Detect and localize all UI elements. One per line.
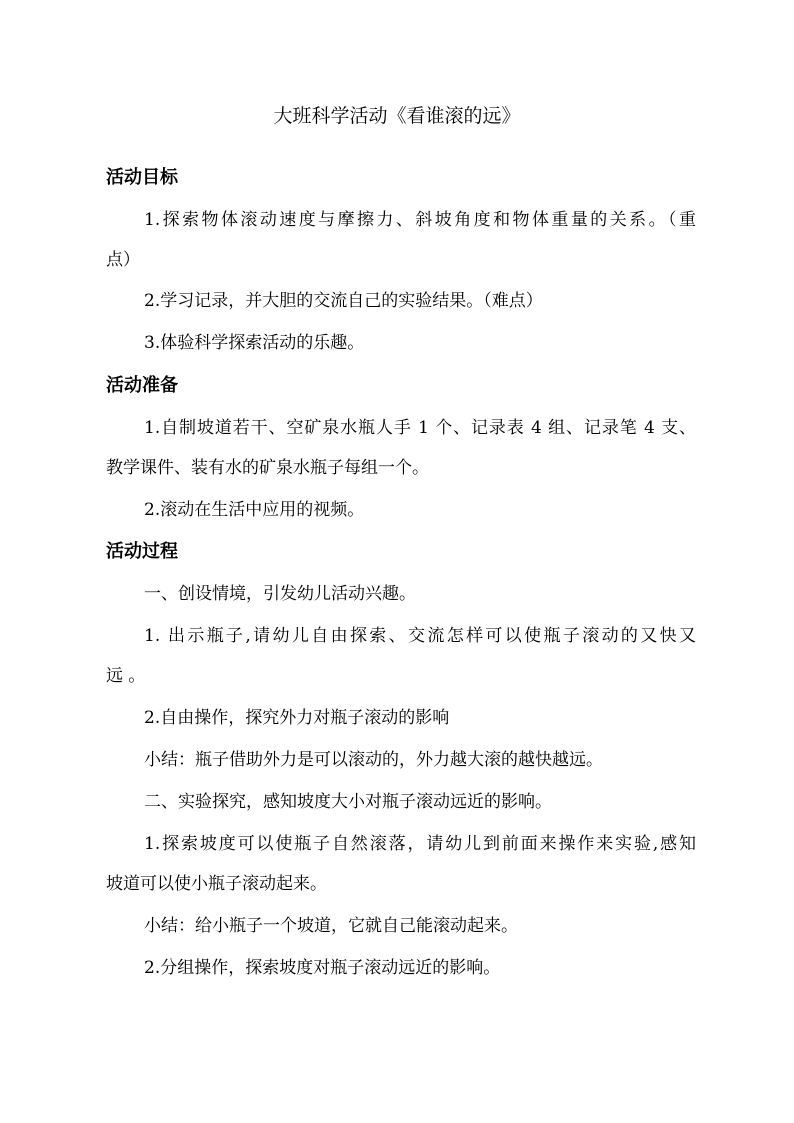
process-summary-2: 小结：给小瓶子一个坡道，它就自己能滚动起来。 [144,916,518,936]
process-step-1-1: 1. 出示瓶子,请幼儿自由探索、交流怎样可以使瓶子滚动的又快又 [144,626,696,646]
goal-item-3: 3.体验科学探索活动的乐趣。 [144,333,365,353]
goal-item-1-continued: 点） [106,250,140,270]
prep-item-2: 2.滚动在生活中应用的视频。 [144,500,365,520]
process-step-2-2: 2.分组操作，探索坡度对瓶子滚动远近的影响。 [144,958,501,978]
goal-item-1: 1.探索物体滚动速度与摩擦力、斜坡角度和物体重量的关系。（重 [144,210,696,230]
section-heading-process: 活动过程 [106,541,178,562]
process-step-2-1-continued: 坡道可以使小瓶子滚动起来。 [106,874,327,894]
process-summary-1: 小结：瓶子借助外力是可以滚动的，外力越大滚的越快越远。 [144,750,603,770]
document-title: 大班科学活动《看谁滚的远》 [273,105,521,127]
goal-item-2: 2.学习记录，并大胆的交流自己的实验结果。（难点） [144,291,543,311]
prep-item-1: 1.自制坡道若干、空矿泉水瓶人手 1 个、记录表 4 组、记录笔 4 支、 [144,418,696,438]
process-step-1-2: 2.自由操作，探究外力对瓶子滚动的影响 [144,708,450,728]
process-step-2-1: 1.探索坡度可以使瓶子自然滚落，请幼儿到前面来操作来实验,感知 [144,834,696,854]
prep-item-1-continued: 教学课件、装有水的矿泉水瓶子每组一个。 [106,458,429,478]
section-heading-goals: 活动目标 [106,167,178,188]
process-step-1: 一、创设情境，引发幼儿活动兴趣。 [144,584,416,604]
process-step-1-1-continued: 远 。 [106,666,146,686]
process-step-2: 二、实验探究，感知坡度大小对瓶子滚动远近的影响。 [144,792,552,812]
section-heading-prep: 活动准备 [106,375,178,396]
